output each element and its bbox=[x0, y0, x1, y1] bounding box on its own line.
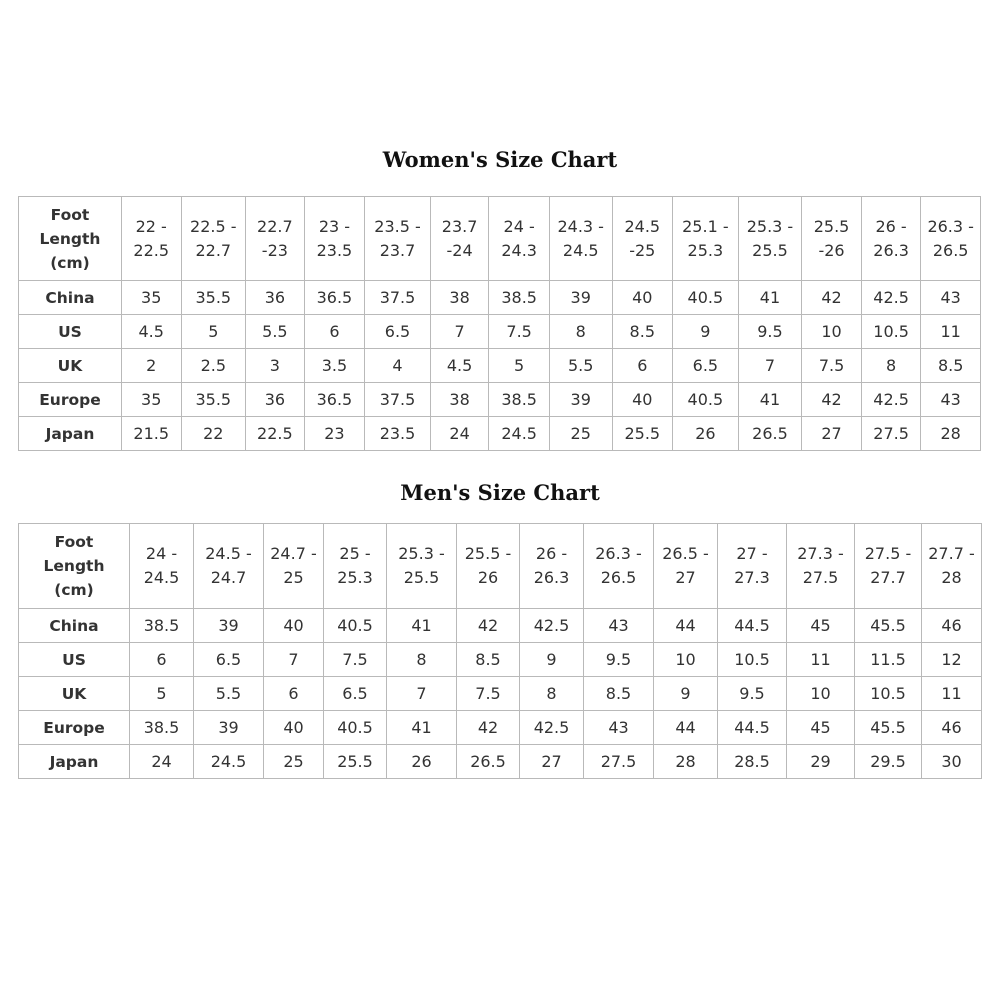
size-cell: 28 bbox=[921, 417, 981, 451]
size-cell: 11.5 bbox=[855, 643, 922, 677]
table-row bbox=[19, 745, 982, 779]
size-cell: 11 bbox=[921, 315, 981, 349]
size-cell: 9 bbox=[673, 315, 739, 349]
size-cell: 38 bbox=[430, 281, 489, 315]
size-cell: 10 bbox=[802, 315, 862, 349]
size-cell: 35.5 bbox=[181, 281, 246, 315]
table-row bbox=[19, 417, 981, 451]
size-cell: 2 bbox=[121, 349, 181, 383]
size-cell: 3 bbox=[246, 349, 305, 383]
size-cell: 45.5 bbox=[855, 609, 922, 643]
size-cell: 44 bbox=[654, 711, 718, 745]
size-cell: 29.5 bbox=[855, 745, 922, 779]
size-cell: 26.5 bbox=[457, 745, 520, 779]
size-cell: 40 bbox=[612, 383, 673, 417]
size-cell: 24 bbox=[430, 417, 489, 451]
foot-length-line: 27.7 - bbox=[928, 544, 975, 563]
foot-length-line: 25.3 bbox=[337, 568, 373, 587]
size-cell: 27.5 bbox=[861, 417, 921, 451]
size-cell: 5 bbox=[181, 315, 246, 349]
size-cell: 46 bbox=[922, 609, 982, 643]
foot-length-cell bbox=[654, 524, 718, 609]
row-label: Europe bbox=[19, 711, 130, 745]
size-cell: 6 bbox=[612, 349, 673, 383]
foot-length-line: 24.5 bbox=[143, 568, 180, 587]
size-cell: 35 bbox=[121, 281, 181, 315]
header-row bbox=[19, 524, 982, 609]
table-row bbox=[19, 315, 981, 349]
row-label: Europe bbox=[19, 383, 122, 417]
foot-length-line: 26.5 bbox=[600, 568, 637, 587]
size-cell: 5.5 bbox=[246, 315, 305, 349]
row-label: China bbox=[19, 609, 130, 643]
size-cell: 5 bbox=[489, 349, 550, 383]
size-cell: 43 bbox=[921, 281, 981, 315]
foot-length-line: 22 - bbox=[135, 216, 167, 236]
foot-length-line: 25.1 - bbox=[682, 216, 729, 236]
row-label: Japan bbox=[19, 745, 130, 779]
foot-length-line: 23.7 bbox=[441, 216, 478, 236]
size-cell: 5.5 bbox=[194, 677, 264, 711]
foot-length-line: 27.7 bbox=[870, 568, 906, 587]
table-row bbox=[19, 643, 982, 677]
size-cell: 40.5 bbox=[673, 281, 739, 315]
size-cell: 6 bbox=[264, 677, 324, 711]
size-cell: 7.5 bbox=[457, 677, 520, 711]
foot-length-line: 26.5 - bbox=[662, 544, 709, 563]
foot-length-line: 26 - bbox=[875, 216, 907, 236]
size-cell: 12 bbox=[922, 643, 982, 677]
men-size-chart-title: Men's Size Chart bbox=[400, 480, 600, 505]
size-cell: 39 bbox=[549, 281, 612, 315]
foot-length-line: 24.5 bbox=[624, 216, 661, 236]
size-cell: 38.5 bbox=[489, 281, 550, 315]
size-cell: 39 bbox=[549, 383, 612, 417]
foot-length-cell bbox=[264, 524, 324, 609]
foot-length-cell bbox=[802, 197, 862, 281]
size-cell: 44 bbox=[654, 609, 718, 643]
size-cell: 10.5 bbox=[861, 315, 921, 349]
size-cell: 8.5 bbox=[921, 349, 981, 383]
foot-length-cell bbox=[855, 524, 922, 609]
foot-length-line: -24 bbox=[446, 240, 473, 260]
table-row bbox=[19, 677, 982, 711]
table-row bbox=[19, 711, 982, 745]
foot-length-cell bbox=[549, 197, 612, 281]
size-cell: 5 bbox=[130, 677, 194, 711]
foot-length-line: 24 - bbox=[145, 544, 178, 563]
size-cell: 43 bbox=[921, 383, 981, 417]
size-cell: 38.5 bbox=[130, 711, 194, 745]
women-size-chart-title: Women's Size Chart bbox=[382, 147, 618, 172]
size-cell: 8 bbox=[520, 677, 584, 711]
size-cell: 8.5 bbox=[612, 315, 673, 349]
foot-length-cell bbox=[430, 197, 489, 281]
size-cell: 45 bbox=[787, 711, 855, 745]
size-cell: 25 bbox=[264, 745, 324, 779]
size-cell: 9.5 bbox=[584, 643, 654, 677]
size-cell: 10 bbox=[787, 677, 855, 711]
size-cell: 41 bbox=[387, 609, 457, 643]
foot-length-line: 24.5 bbox=[562, 240, 599, 260]
men-size-table bbox=[18, 523, 982, 779]
foot-length-line: 25.5 - bbox=[464, 544, 512, 563]
size-cell: 41 bbox=[738, 281, 802, 315]
size-cell: 2.5 bbox=[181, 349, 246, 383]
foot-length-line: 27.5 bbox=[802, 568, 839, 587]
women-size-table bbox=[18, 196, 981, 451]
size-cell: 45.5 bbox=[855, 711, 922, 745]
foot-length-cell bbox=[921, 197, 981, 281]
foot-length-cell bbox=[612, 197, 673, 281]
size-cell: 24.5 bbox=[194, 745, 264, 779]
size-cell: 21.5 bbox=[121, 417, 181, 451]
header-label-line: (cm) bbox=[50, 253, 90, 272]
size-cell: 43 bbox=[584, 609, 654, 643]
size-cell: 9.5 bbox=[718, 677, 787, 711]
foot-length-line: -25 bbox=[629, 240, 656, 260]
foot-length-line: 22.5 - bbox=[190, 216, 237, 236]
row-label: Japan bbox=[19, 417, 122, 451]
foot-length-line: 24.5 - bbox=[205, 544, 252, 563]
foot-length-line: 27.3 - bbox=[797, 544, 844, 563]
foot-length-line: -23 bbox=[261, 240, 288, 260]
size-cell: 27 bbox=[802, 417, 862, 451]
size-cell: 7.5 bbox=[324, 643, 387, 677]
foot-length-line: 22.7 bbox=[195, 240, 232, 260]
foot-length-cell bbox=[457, 524, 520, 609]
foot-length-line: 25.3 - bbox=[746, 216, 794, 236]
foot-length-cell bbox=[387, 524, 457, 609]
row-label: US bbox=[19, 643, 130, 677]
size-cell: 41 bbox=[738, 383, 802, 417]
foot-length-cell bbox=[861, 197, 921, 281]
size-cell: 38 bbox=[430, 383, 489, 417]
size-cell: 25.5 bbox=[612, 417, 673, 451]
size-cell: 22.5 bbox=[246, 417, 305, 451]
size-cell: 40.5 bbox=[673, 383, 739, 417]
foot-length-line: 25 - bbox=[339, 544, 371, 563]
size-cell: 27 bbox=[520, 745, 584, 779]
foot-length-line: 25.5 bbox=[752, 240, 788, 260]
size-cell: 30 bbox=[922, 745, 982, 779]
size-cell: 35.5 bbox=[181, 383, 246, 417]
size-cell: 42 bbox=[802, 383, 862, 417]
foot-length-line: 25.3 - bbox=[398, 544, 445, 563]
foot-length-line: 24.7 bbox=[210, 568, 247, 587]
foot-length-line: 22.5 bbox=[133, 240, 170, 260]
foot-length-cell bbox=[718, 524, 787, 609]
size-cell: 5.5 bbox=[549, 349, 612, 383]
size-cell: 35 bbox=[121, 383, 181, 417]
table-row bbox=[19, 349, 981, 383]
foot-length-line: 26 bbox=[477, 568, 499, 587]
table-row bbox=[19, 609, 982, 643]
size-cell: 8 bbox=[861, 349, 921, 383]
row-label: China bbox=[19, 281, 122, 315]
table-row bbox=[19, 383, 981, 417]
size-cell: 4.5 bbox=[121, 315, 181, 349]
size-cell: 28 bbox=[654, 745, 718, 779]
header-label-line: Length bbox=[43, 557, 105, 575]
size-cell: 42.5 bbox=[520, 609, 584, 643]
size-cell: 36.5 bbox=[304, 383, 365, 417]
foot-length-line: 23.5 bbox=[316, 240, 353, 260]
size-cell: 9 bbox=[520, 643, 584, 677]
size-cell: 39 bbox=[194, 609, 264, 643]
table-row bbox=[19, 281, 981, 315]
foot-length-cell bbox=[787, 524, 855, 609]
foot-length-line: 26.3 bbox=[873, 240, 909, 260]
size-cell: 42.5 bbox=[861, 281, 921, 315]
size-cell: 36 bbox=[246, 383, 305, 417]
size-cell: 24 bbox=[130, 745, 194, 779]
foot-length-line: 27 - bbox=[736, 544, 768, 563]
size-cell: 6.5 bbox=[324, 677, 387, 711]
foot-length-line: 24.7 - bbox=[270, 544, 317, 563]
foot-length-cell bbox=[121, 197, 181, 281]
foot-length-cell bbox=[738, 197, 802, 281]
size-cell: 42.5 bbox=[861, 383, 921, 417]
size-cell: 42 bbox=[457, 609, 520, 643]
size-cell: 9 bbox=[654, 677, 718, 711]
size-cell: 37.5 bbox=[365, 383, 431, 417]
foot-length-line: 26.5 bbox=[932, 240, 969, 260]
size-cell: 10.5 bbox=[718, 643, 787, 677]
size-cell: 40 bbox=[612, 281, 673, 315]
foot-length-cell bbox=[584, 524, 654, 609]
size-cell: 24.5 bbox=[489, 417, 550, 451]
foot-length-header bbox=[19, 524, 130, 609]
size-cell: 6.5 bbox=[673, 349, 739, 383]
size-cell: 23 bbox=[304, 417, 365, 451]
size-cell: 6.5 bbox=[365, 315, 431, 349]
size-cell: 29 bbox=[787, 745, 855, 779]
foot-length-cell bbox=[181, 197, 246, 281]
size-cell: 36 bbox=[246, 281, 305, 315]
size-cell: 26 bbox=[673, 417, 739, 451]
foot-length-line: 23.5 - bbox=[374, 216, 421, 236]
foot-length-line: 25.5 bbox=[813, 216, 850, 236]
foot-length-line: 24.3 - bbox=[557, 216, 604, 236]
size-cell: 25 bbox=[549, 417, 612, 451]
size-cell: 7.5 bbox=[489, 315, 550, 349]
size-cell: 7 bbox=[738, 349, 802, 383]
foot-length-line: 23 - bbox=[318, 216, 351, 236]
size-cell: 27.5 bbox=[584, 745, 654, 779]
size-cell: 42.5 bbox=[520, 711, 584, 745]
size-cell: 6 bbox=[304, 315, 365, 349]
row-label: UK bbox=[19, 677, 130, 711]
foot-length-line: 25 bbox=[283, 568, 304, 587]
size-cell: 39 bbox=[194, 711, 264, 745]
size-cell: 10 bbox=[654, 643, 718, 677]
size-cell: 6.5 bbox=[194, 643, 264, 677]
foot-length-cell bbox=[673, 197, 739, 281]
size-cell: 23.5 bbox=[365, 417, 431, 451]
size-cell: 37.5 bbox=[365, 281, 431, 315]
foot-length-cell bbox=[130, 524, 194, 609]
foot-length-line: 27.5 - bbox=[864, 544, 912, 563]
size-cell: 38.5 bbox=[489, 383, 550, 417]
size-cell: 8 bbox=[549, 315, 612, 349]
foot-length-line: 27 bbox=[675, 568, 696, 587]
size-cell: 40 bbox=[264, 609, 324, 643]
size-cell: 8 bbox=[387, 643, 457, 677]
size-cell: 4 bbox=[365, 349, 431, 383]
foot-length-cell bbox=[304, 197, 365, 281]
size-cell: 8.5 bbox=[457, 643, 520, 677]
size-cell: 44.5 bbox=[718, 609, 787, 643]
header-label-line: Length bbox=[39, 229, 101, 248]
foot-length-line: 27.3 bbox=[734, 568, 770, 587]
row-label: UK bbox=[19, 349, 122, 383]
size-cell: 22 bbox=[181, 417, 246, 451]
size-cell: 7.5 bbox=[802, 349, 862, 383]
foot-length-line: 22.7 bbox=[257, 216, 293, 236]
size-cell: 25.5 bbox=[324, 745, 387, 779]
size-cell: 11 bbox=[787, 643, 855, 677]
size-cell: 3.5 bbox=[304, 349, 365, 383]
foot-length-line: 26.3 - bbox=[595, 544, 642, 563]
foot-length-line: 26 - bbox=[535, 544, 568, 563]
size-cell: 36.5 bbox=[304, 281, 365, 315]
size-cell: 38.5 bbox=[130, 609, 194, 643]
foot-length-line: 25.3 bbox=[687, 240, 724, 260]
size-cell: 4.5 bbox=[430, 349, 489, 383]
size-cell: 26 bbox=[387, 745, 457, 779]
header-label-line: Foot bbox=[50, 205, 90, 224]
size-cell: 42 bbox=[457, 711, 520, 745]
size-cell: 41 bbox=[387, 711, 457, 745]
size-cell: 40.5 bbox=[324, 711, 387, 745]
size-cell: 7 bbox=[387, 677, 457, 711]
foot-length-line: 26.3 - bbox=[927, 216, 974, 236]
size-cell: 6 bbox=[130, 643, 194, 677]
size-cell: 43 bbox=[584, 711, 654, 745]
size-cell: 40 bbox=[264, 711, 324, 745]
size-cell: 7 bbox=[264, 643, 324, 677]
header-label-line: (cm) bbox=[54, 581, 94, 599]
foot-length-cell bbox=[246, 197, 305, 281]
size-cell: 28.5 bbox=[718, 745, 787, 779]
foot-length-cell bbox=[922, 524, 982, 609]
size-cell: 11 bbox=[922, 677, 982, 711]
foot-length-cell bbox=[520, 524, 584, 609]
foot-length-line: 25.5 bbox=[403, 568, 440, 587]
size-cell: 8.5 bbox=[584, 677, 654, 711]
foot-length-line: 24.3 bbox=[501, 240, 537, 260]
foot-length-cell bbox=[324, 524, 387, 609]
foot-length-cell bbox=[365, 197, 431, 281]
foot-length-line: 23.7 bbox=[379, 240, 416, 260]
header-label-line: Foot bbox=[54, 533, 94, 551]
foot-length-cell bbox=[489, 197, 550, 281]
size-cell: 10.5 bbox=[855, 677, 922, 711]
size-cell: 26.5 bbox=[738, 417, 802, 451]
size-cell: 46 bbox=[922, 711, 982, 745]
row-label: US bbox=[19, 315, 122, 349]
size-cell: 45 bbox=[787, 609, 855, 643]
size-cell: 40.5 bbox=[324, 609, 387, 643]
foot-length-header bbox=[19, 197, 122, 281]
foot-length-line: 28 bbox=[941, 568, 962, 587]
size-cell: 44.5 bbox=[718, 711, 787, 745]
foot-length-line: 24 - bbox=[503, 216, 535, 236]
size-cell: 7 bbox=[430, 315, 489, 349]
foot-length-line: 26.3 bbox=[533, 568, 570, 587]
header-row bbox=[19, 197, 981, 281]
size-cell: 9.5 bbox=[738, 315, 802, 349]
size-cell: 42 bbox=[802, 281, 862, 315]
foot-length-cell bbox=[194, 524, 264, 609]
foot-length-line: -26 bbox=[818, 240, 845, 260]
